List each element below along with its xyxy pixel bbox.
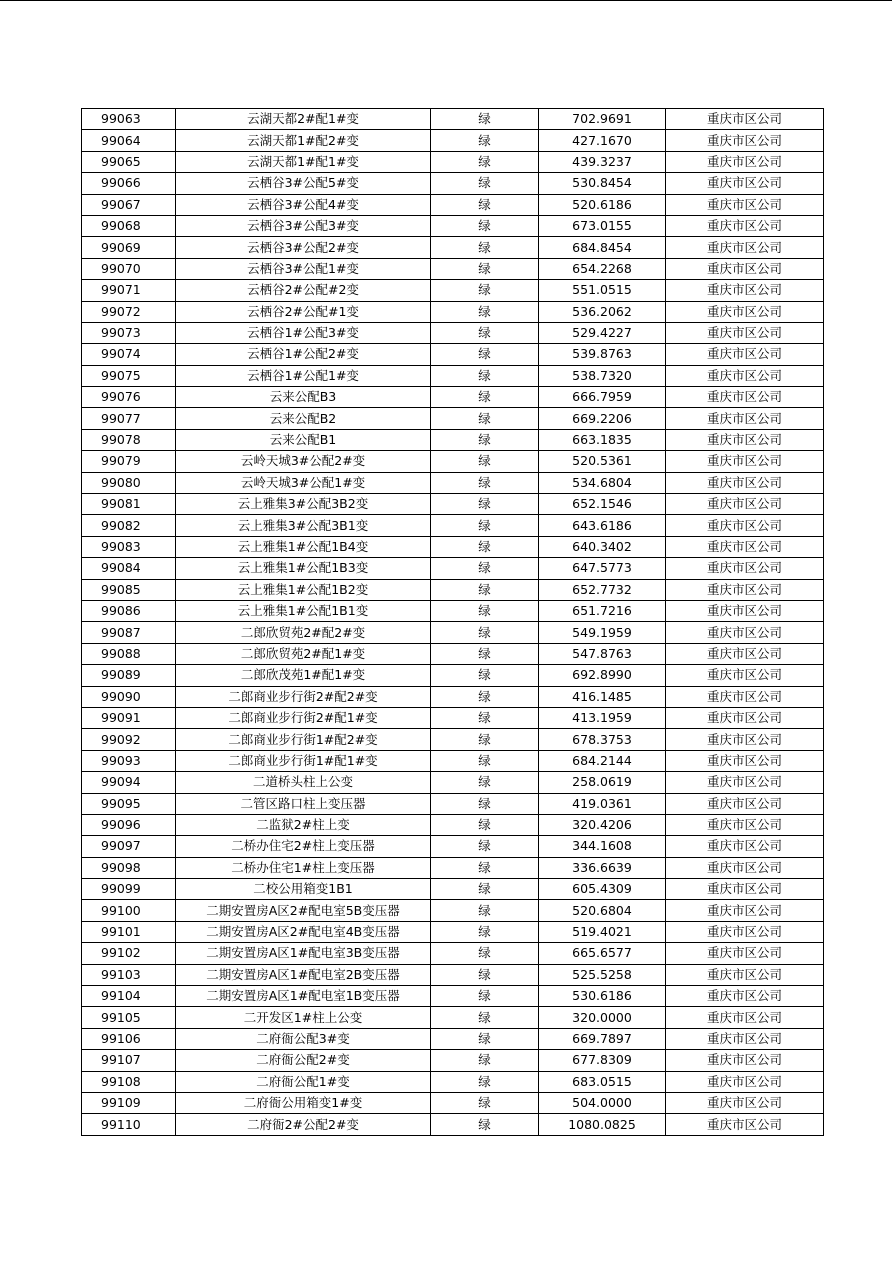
- table-row: [82, 1092, 824, 1113]
- status-color-cell: 绿: [431, 344, 539, 365]
- value-cell: 652.7732: [539, 579, 666, 600]
- status-color-cell: 绿: [431, 1007, 539, 1028]
- value-cell: 519.4021: [539, 921, 666, 942]
- table-row: [82, 686, 824, 707]
- status-color-cell: 绿: [431, 280, 539, 301]
- value-cell: 673.0155: [539, 215, 666, 236]
- table-row: [82, 1114, 824, 1135]
- row-id-cell: 99073: [82, 322, 176, 343]
- row-id-cell: 99108: [82, 1071, 176, 1092]
- value-cell: 538.7320: [539, 365, 666, 386]
- company-cell: 重庆市区公司: [666, 750, 824, 771]
- row-id-cell: 99079: [82, 451, 176, 472]
- company-cell: 重庆市区公司: [666, 536, 824, 557]
- row-id-cell: 99065: [82, 151, 176, 172]
- transformer-name-cell: 二期安置房A区1#配电室2B变压器: [176, 964, 431, 985]
- table-row: [82, 151, 824, 172]
- company-cell: 重庆市区公司: [666, 322, 824, 343]
- table-row: [82, 600, 824, 621]
- status-color-cell: 绿: [431, 986, 539, 1007]
- table-row: [82, 793, 824, 814]
- row-id-cell: 99093: [82, 750, 176, 771]
- row-id-cell: 99109: [82, 1092, 176, 1113]
- row-id-cell: 99099: [82, 879, 176, 900]
- value-cell: 547.8763: [539, 643, 666, 664]
- company-cell: 重庆市区公司: [666, 600, 824, 621]
- table-row: [82, 451, 824, 472]
- status-color-cell: 绿: [431, 1050, 539, 1071]
- status-color-cell: 绿: [431, 301, 539, 322]
- status-color-cell: 绿: [431, 686, 539, 707]
- table-row: [82, 772, 824, 793]
- value-cell: 683.0515: [539, 1071, 666, 1092]
- status-color-cell: 绿: [431, 793, 539, 814]
- value-cell: 692.8990: [539, 665, 666, 686]
- value-cell: 529.4227: [539, 322, 666, 343]
- row-id-cell: 99107: [82, 1050, 176, 1071]
- status-color-cell: 绿: [431, 408, 539, 429]
- transformer-name-cell: 云湖天都1#配1#变: [176, 151, 431, 172]
- value-cell: 520.5361: [539, 451, 666, 472]
- table-row: [82, 579, 824, 600]
- value-cell: 419.0361: [539, 793, 666, 814]
- row-id-cell: 99101: [82, 921, 176, 942]
- transformer-name-cell: 云来公配B2: [176, 408, 431, 429]
- value-cell: 663.1835: [539, 429, 666, 450]
- company-cell: 重庆市区公司: [666, 408, 824, 429]
- table-row: [82, 215, 824, 236]
- company-cell: 重庆市区公司: [666, 1007, 824, 1028]
- table-row: [82, 429, 824, 450]
- transformer-name-cell: 云湖天都1#配2#变: [176, 130, 431, 151]
- company-cell: 重庆市区公司: [666, 964, 824, 985]
- table-row: [82, 322, 824, 343]
- row-id-cell: 99091: [82, 707, 176, 728]
- row-id-cell: 99088: [82, 643, 176, 664]
- value-cell: 536.2062: [539, 301, 666, 322]
- table-row: [82, 494, 824, 515]
- table-row: [82, 964, 824, 985]
- table-row: [82, 130, 824, 151]
- value-cell: 320.4206: [539, 814, 666, 835]
- status-color-cell: 绿: [431, 429, 539, 450]
- company-cell: 重庆市区公司: [666, 515, 824, 536]
- status-color-cell: 绿: [431, 1092, 539, 1113]
- company-cell: 重庆市区公司: [666, 857, 824, 878]
- row-id-cell: 99100: [82, 900, 176, 921]
- status-color-cell: 绿: [431, 194, 539, 215]
- table-row: [82, 515, 824, 536]
- status-color-cell: 绿: [431, 536, 539, 557]
- row-id-cell: 99068: [82, 215, 176, 236]
- row-id-cell: 99074: [82, 344, 176, 365]
- value-cell: 504.0000: [539, 1092, 666, 1113]
- transformer-name-cell: 二期安置房A区1#配电室1B变压器: [176, 986, 431, 1007]
- status-color-cell: 绿: [431, 494, 539, 515]
- value-cell: 605.4309: [539, 879, 666, 900]
- transformer-name-cell: 二郎商业步行街1#配2#变: [176, 729, 431, 750]
- table-row: [82, 301, 824, 322]
- value-cell: 551.0515: [539, 280, 666, 301]
- company-cell: 重庆市区公司: [666, 151, 824, 172]
- table-row: [82, 986, 824, 1007]
- row-id-cell: 99085: [82, 579, 176, 600]
- company-cell: 重庆市区公司: [666, 943, 824, 964]
- table-row: [82, 750, 824, 771]
- transformer-name-cell: 云栖谷1#公配1#变: [176, 365, 431, 386]
- company-cell: 重庆市区公司: [666, 387, 824, 408]
- transformer-name-cell: 二府衙2#公配2#变: [176, 1114, 431, 1135]
- table-row: [82, 814, 824, 835]
- status-color-cell: 绿: [431, 1028, 539, 1049]
- row-id-cell: 99098: [82, 857, 176, 878]
- transformer-name-cell: 二郎欣贸苑2#配1#变: [176, 643, 431, 664]
- page-top-border: [0, 0, 892, 1]
- value-cell: 413.1959: [539, 707, 666, 728]
- value-cell: 320.0000: [539, 1007, 666, 1028]
- transformer-name-cell: 二期安置房A区2#配电室5B变压器: [176, 900, 431, 921]
- row-id-cell: 99067: [82, 194, 176, 215]
- company-cell: 重庆市区公司: [666, 451, 824, 472]
- value-cell: 654.2268: [539, 258, 666, 279]
- transformer-name-cell: 云栖谷3#公配4#变: [176, 194, 431, 215]
- status-color-cell: 绿: [431, 1071, 539, 1092]
- company-cell: 重庆市区公司: [666, 900, 824, 921]
- status-color-cell: 绿: [431, 109, 539, 130]
- company-cell: 重庆市区公司: [666, 130, 824, 151]
- status-color-cell: 绿: [431, 130, 539, 151]
- value-cell: 427.1670: [539, 130, 666, 151]
- table-row: [82, 1007, 824, 1028]
- status-color-cell: 绿: [431, 772, 539, 793]
- transformer-name-cell: 二期安置房A区2#配电室4B变压器: [176, 921, 431, 942]
- table-row: [82, 258, 824, 279]
- row-id-cell: 99096: [82, 814, 176, 835]
- value-cell: 530.6186: [539, 986, 666, 1007]
- row-id-cell: 99078: [82, 429, 176, 450]
- status-color-cell: 绿: [431, 237, 539, 258]
- value-cell: 669.7897: [539, 1028, 666, 1049]
- company-cell: 重庆市区公司: [666, 643, 824, 664]
- company-cell: 重庆市区公司: [666, 879, 824, 900]
- transformer-name-cell: 云湖天都2#配1#变: [176, 109, 431, 130]
- value-cell: 539.8763: [539, 344, 666, 365]
- status-color-cell: 绿: [431, 322, 539, 343]
- status-color-cell: 绿: [431, 665, 539, 686]
- company-cell: 重庆市区公司: [666, 1114, 824, 1135]
- table-body: [82, 109, 824, 1136]
- company-cell: 重庆市区公司: [666, 215, 824, 236]
- transformer-name-cell: 二郎商业步行街2#配2#变: [176, 686, 431, 707]
- status-color-cell: 绿: [431, 857, 539, 878]
- row-id-cell: 99063: [82, 109, 176, 130]
- table-row: [82, 173, 824, 194]
- value-cell: 525.5258: [539, 964, 666, 985]
- company-cell: 重庆市区公司: [666, 1092, 824, 1113]
- company-cell: 重庆市区公司: [666, 258, 824, 279]
- status-color-cell: 绿: [431, 451, 539, 472]
- table-row: [82, 836, 824, 857]
- row-id-cell: 99072: [82, 301, 176, 322]
- transformer-name-cell: 二府衙公配2#变: [176, 1050, 431, 1071]
- transformer-name-cell: 二郎欣茂苑1#配1#变: [176, 665, 431, 686]
- value-cell: 665.6577: [539, 943, 666, 964]
- value-cell: 666.7959: [539, 387, 666, 408]
- table-row: [82, 408, 824, 429]
- row-id-cell: 99080: [82, 472, 176, 493]
- status-color-cell: 绿: [431, 622, 539, 643]
- company-cell: 重庆市区公司: [666, 772, 824, 793]
- row-id-cell: 99089: [82, 665, 176, 686]
- table-row: [82, 365, 824, 386]
- value-cell: 336.6639: [539, 857, 666, 878]
- table-row: [82, 643, 824, 664]
- transformer-name-cell: 二监狱2#柱上变: [176, 814, 431, 835]
- table-row: [82, 622, 824, 643]
- status-color-cell: 绿: [431, 814, 539, 835]
- status-color-cell: 绿: [431, 151, 539, 172]
- table-row: [82, 280, 824, 301]
- value-cell: 684.8454: [539, 237, 666, 258]
- value-cell: 684.2144: [539, 750, 666, 771]
- company-cell: 重庆市区公司: [666, 237, 824, 258]
- row-id-cell: 99087: [82, 622, 176, 643]
- value-cell: 520.6186: [539, 194, 666, 215]
- row-id-cell: 99110: [82, 1114, 176, 1135]
- row-id-cell: 99075: [82, 365, 176, 386]
- table-row: [82, 857, 824, 878]
- company-cell: 重庆市区公司: [666, 365, 824, 386]
- transformer-name-cell: 二桥办住宅2#柱上变压器: [176, 836, 431, 857]
- company-cell: 重庆市区公司: [666, 579, 824, 600]
- table-row: [82, 472, 824, 493]
- value-cell: 640.3402: [539, 536, 666, 557]
- transformer-name-cell: 二开发区1#柱上公变: [176, 1007, 431, 1028]
- row-id-cell: 99086: [82, 600, 176, 621]
- transformer-name-cell: 二道桥头柱上公变: [176, 772, 431, 793]
- transformer-name-cell: 云栖谷2#公配#2变: [176, 280, 431, 301]
- row-id-cell: 99083: [82, 536, 176, 557]
- value-cell: 439.3237: [539, 151, 666, 172]
- transformer-name-cell: 云上雅集3#公配3B1变: [176, 515, 431, 536]
- status-color-cell: 绿: [431, 173, 539, 194]
- company-cell: 重庆市区公司: [666, 558, 824, 579]
- status-color-cell: 绿: [431, 729, 539, 750]
- transformer-name-cell: 二郎商业步行街1#配1#变: [176, 750, 431, 771]
- company-cell: 重庆市区公司: [666, 301, 824, 322]
- transformer-name-cell: 云岭天城3#公配2#变: [176, 451, 431, 472]
- status-color-cell: 绿: [431, 365, 539, 386]
- value-cell: 702.9691: [539, 109, 666, 130]
- value-cell: 530.8454: [539, 173, 666, 194]
- row-id-cell: 99106: [82, 1028, 176, 1049]
- company-cell: 重庆市区公司: [666, 109, 824, 130]
- status-color-cell: 绿: [431, 750, 539, 771]
- transformer-name-cell: 二府衙公用箱变1#变: [176, 1092, 431, 1113]
- company-cell: 重庆市区公司: [666, 1050, 824, 1071]
- company-cell: 重庆市区公司: [666, 793, 824, 814]
- status-color-cell: 绿: [431, 879, 539, 900]
- company-cell: 重庆市区公司: [666, 665, 824, 686]
- value-cell: 1080.0825: [539, 1114, 666, 1135]
- table-row: [82, 1050, 824, 1071]
- table-row: [82, 387, 824, 408]
- status-color-cell: 绿: [431, 707, 539, 728]
- transformer-name-cell: 云栖谷3#公配5#变: [176, 173, 431, 194]
- transformer-name-cell: 云栖谷3#公配1#变: [176, 258, 431, 279]
- company-cell: 重庆市区公司: [666, 707, 824, 728]
- value-cell: 678.3753: [539, 729, 666, 750]
- table-row: [82, 1028, 824, 1049]
- transformer-name-cell: 二郎商业步行街2#配1#变: [176, 707, 431, 728]
- table-row: [82, 344, 824, 365]
- transformer-name-cell: 二校公用箱变1B1: [176, 879, 431, 900]
- table-row: [82, 1071, 824, 1092]
- row-id-cell: 99090: [82, 686, 176, 707]
- transformer-name-cell: 二府衙公配3#变: [176, 1028, 431, 1049]
- company-cell: 重庆市区公司: [666, 986, 824, 1007]
- transformer-name-cell: 云来公配B3: [176, 387, 431, 408]
- row-id-cell: 99069: [82, 237, 176, 258]
- company-cell: 重庆市区公司: [666, 1071, 824, 1092]
- value-cell: 416.1485: [539, 686, 666, 707]
- table-row: [82, 879, 824, 900]
- company-cell: 重庆市区公司: [666, 194, 824, 215]
- row-id-cell: 99076: [82, 387, 176, 408]
- row-id-cell: 99081: [82, 494, 176, 515]
- table-row: [82, 707, 824, 728]
- company-cell: 重庆市区公司: [666, 472, 824, 493]
- transformer-name-cell: 二期安置房A区1#配电室3B变压器: [176, 943, 431, 964]
- table-row: [82, 921, 824, 942]
- status-color-cell: 绿: [431, 643, 539, 664]
- status-color-cell: 绿: [431, 215, 539, 236]
- transformer-name-cell: 云栖谷1#公配3#变: [176, 322, 431, 343]
- table-row: [82, 237, 824, 258]
- table-row: [82, 943, 824, 964]
- transformer-name-cell: 云栖谷3#公配2#变: [176, 237, 431, 258]
- row-id-cell: 99070: [82, 258, 176, 279]
- transformer-name-cell: 云上雅集1#公配1B2变: [176, 579, 431, 600]
- status-color-cell: 绿: [431, 515, 539, 536]
- row-id-cell: 99082: [82, 515, 176, 536]
- row-id-cell: 99094: [82, 772, 176, 793]
- value-cell: 669.2206: [539, 408, 666, 429]
- status-color-cell: 绿: [431, 579, 539, 600]
- table-row: [82, 109, 824, 130]
- transformer-name-cell: 云岭天城3#公配1#变: [176, 472, 431, 493]
- row-id-cell: 99066: [82, 173, 176, 194]
- status-color-cell: 绿: [431, 600, 539, 621]
- value-cell: 651.7216: [539, 600, 666, 621]
- table-row: [82, 665, 824, 686]
- row-id-cell: 99103: [82, 964, 176, 985]
- company-cell: 重庆市区公司: [666, 729, 824, 750]
- company-cell: 重庆市区公司: [666, 814, 824, 835]
- transformer-name-cell: 云上雅集1#公配1B3变: [176, 558, 431, 579]
- row-id-cell: 99097: [82, 836, 176, 857]
- row-id-cell: 99104: [82, 986, 176, 1007]
- row-id-cell: 99084: [82, 558, 176, 579]
- value-cell: 643.6186: [539, 515, 666, 536]
- status-color-cell: 绿: [431, 900, 539, 921]
- value-cell: 677.8309: [539, 1050, 666, 1071]
- row-id-cell: 99102: [82, 943, 176, 964]
- transformer-table: [81, 108, 824, 1136]
- company-cell: 重庆市区公司: [666, 173, 824, 194]
- row-id-cell: 99095: [82, 793, 176, 814]
- status-color-cell: 绿: [431, 964, 539, 985]
- value-cell: 344.1608: [539, 836, 666, 857]
- transformer-name-cell: 二管区路口柱上变压器: [176, 793, 431, 814]
- company-cell: 重庆市区公司: [666, 344, 824, 365]
- company-cell: 重庆市区公司: [666, 836, 824, 857]
- transformer-name-cell: 云上雅集3#公配3B2变: [176, 494, 431, 515]
- status-color-cell: 绿: [431, 472, 539, 493]
- table-row: [82, 194, 824, 215]
- table-row: [82, 558, 824, 579]
- value-cell: 258.0619: [539, 772, 666, 793]
- row-id-cell: 99092: [82, 729, 176, 750]
- row-id-cell: 99071: [82, 280, 176, 301]
- transformer-name-cell: 二郎欣贸苑2#配2#变: [176, 622, 431, 643]
- value-cell: 549.1959: [539, 622, 666, 643]
- status-color-cell: 绿: [431, 387, 539, 408]
- value-cell: 534.6804: [539, 472, 666, 493]
- value-cell: 647.5773: [539, 558, 666, 579]
- company-cell: 重庆市区公司: [666, 494, 824, 515]
- transformer-name-cell: 云来公配B1: [176, 429, 431, 450]
- transformer-name-cell: 二桥办住宅1#柱上变压器: [176, 857, 431, 878]
- table-row: [82, 900, 824, 921]
- company-cell: 重庆市区公司: [666, 686, 824, 707]
- status-color-cell: 绿: [431, 921, 539, 942]
- row-id-cell: 99077: [82, 408, 176, 429]
- table-row: [82, 536, 824, 557]
- company-cell: 重庆市区公司: [666, 429, 824, 450]
- status-color-cell: 绿: [431, 836, 539, 857]
- transformer-name-cell: 云栖谷1#公配2#变: [176, 344, 431, 365]
- row-id-cell: 99105: [82, 1007, 176, 1028]
- table-row: [82, 729, 824, 750]
- transformer-name-cell: 云上雅集1#公配1B4变: [176, 536, 431, 557]
- value-cell: 652.1546: [539, 494, 666, 515]
- company-cell: 重庆市区公司: [666, 921, 824, 942]
- value-cell: 520.6804: [539, 900, 666, 921]
- transformer-name-cell: 云栖谷2#公配#1变: [176, 301, 431, 322]
- company-cell: 重庆市区公司: [666, 280, 824, 301]
- status-color-cell: 绿: [431, 1114, 539, 1135]
- row-id-cell: 99064: [82, 130, 176, 151]
- status-color-cell: 绿: [431, 943, 539, 964]
- transformer-name-cell: 云上雅集1#公配1B1变: [176, 600, 431, 621]
- transformer-name-cell: 二府衙公配1#变: [176, 1071, 431, 1092]
- transformer-name-cell: 云栖谷3#公配3#变: [176, 215, 431, 236]
- status-color-cell: 绿: [431, 258, 539, 279]
- status-color-cell: 绿: [431, 558, 539, 579]
- company-cell: 重庆市区公司: [666, 622, 824, 643]
- company-cell: 重庆市区公司: [666, 1028, 824, 1049]
